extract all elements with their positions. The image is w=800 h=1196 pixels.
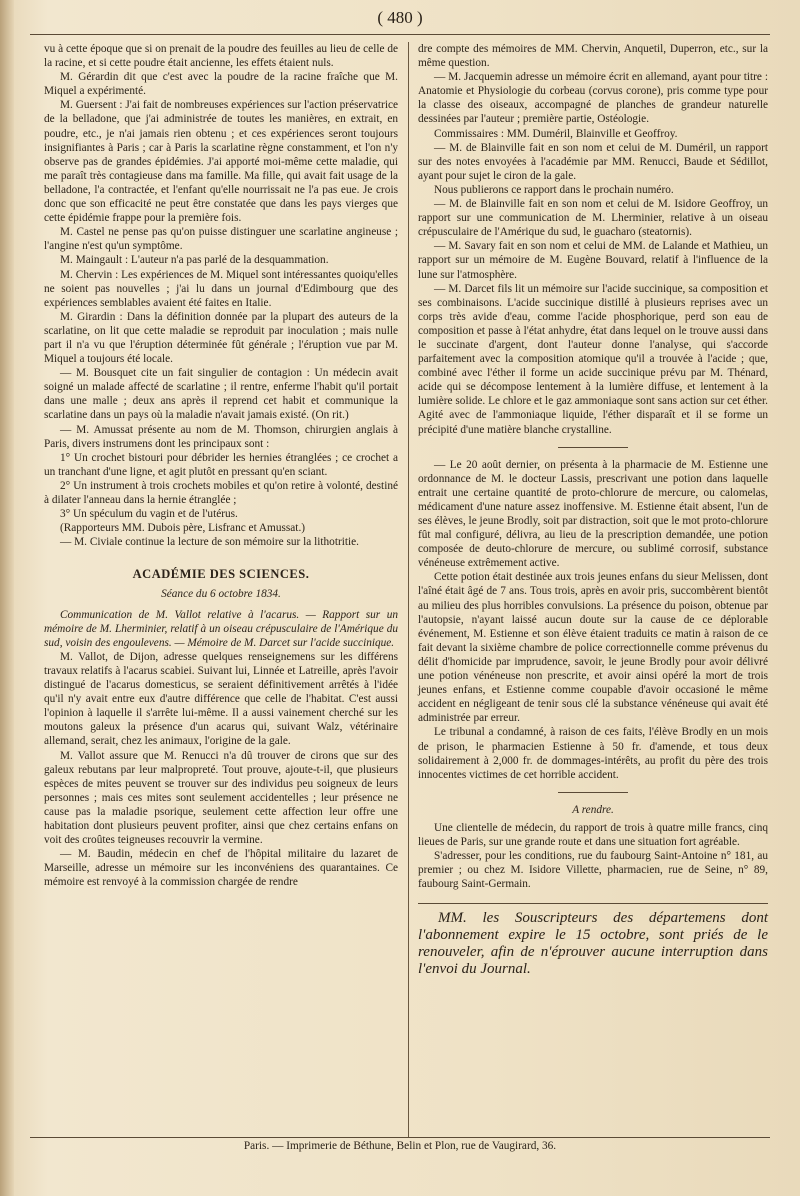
paragraph: Cette potion était destinée aux trois jeunes enfans du sieur Melissen, dont l'aîné était âgé de 7 ans. Tous trois, après en avoir pris, succombèrent bientôt au milieu des plus horribles convulsions. La présence du poison, obtenue par l'autopsie, n'ayant laissé aucun doute sur la cause de ce déplorable événement, M. Estienne et son élève étaient traduits ce matin à raison de ce fait devant la sixième chambre de police correctionnelle comme prévenus du délit d'homicide par imprudence, savoir, le jeune Brodly pour avoir délivré une potion vénéneuse non prescrite, et avoir ainsi opéré la mort de trois jeunes enfans, et Estienne comme coupable d'avoir occasioné le même accident en négligeant de tenir sous clé la substance vénéneuse qui avait été administrée par erreur. [418, 571, 768, 725]
paragraph: Nous publierons ce rapport dans le prochain numéro. [434, 183, 674, 196]
paragraph: dre compte des mémoires de MM. Chervin, Anquetil, Duperron, etc., sur la même question. [418, 43, 768, 70]
column-divider [408, 42, 409, 1137]
paragraph: — M. Jacquemin adresse un mémoire écrit en allemand, ayant pour titre : Anatomie et Physiologie du corbeau (corvus corone), pris comme type pour la classe des oiseaux, accompagné de planches de grandeur naturelle dessinées par l'auteur ; première partie, Ostéologie. [418, 71, 768, 126]
session-summary: Communication de M. Vallot relative à l'acarus. — Rapport sur un mémoire de M. Lherminier, relatif à un oiseau crépusculaire de l'Amérique du sud, voisin des engoulevens. — Mémoire de M. Darcet sur l'acide succinique. [44, 608, 398, 649]
paragraph: vu à cette époque que si on prenait de la poudre des feuilles au lieu de celle de la racine, et si cette poudre était ancienne, les effets étaient nuls. [44, 43, 398, 70]
paragraph: M. Girardin : Dans la définition donnée par la plupart des auteurs de la scarlatine, on lit que cette maladie se reproduit par inoculation ; mais nulle part il n'a vu que l'éruption déterminée fût générale ; l'éruption vue par M. Miquel a toujours été locale. [44, 310, 398, 366]
bottom-rule [30, 1137, 770, 1138]
paragraph: Une clientelle de médecin, du rapport de trois à quatre mille francs, cinq lieues de Paris, sur une grande route et dans une situation fort agréable. [418, 821, 768, 848]
paragraph: — M. Amussat présente au nom de M. Thomson, chirurgien anglais à Paris, divers instrumens dont les principaux sont : [44, 423, 398, 450]
classified-heading: A rendre. [572, 803, 614, 816]
section-separator [558, 447, 628, 448]
paragraph: — M. Darcet fils lit un mémoire sur l'acide succinique, sa composition et ses combinaisons. L'acide succinique distillé à plusieurs reprises avec un corps très avide d'eau, comme l'acide phosphorique, perd son eau de composition et passe à l'état anhydre, état dans lequel on le trouve aussi dans le succinate d'argent, dont l'auteur donne l'analyse, qui s'accorde parfaitement avec la composition atomique qu'il a trouvée à l'acide ; que, combiné avec l'éther il forme un acide succinique prévu par M. Thénard, acide qui se décompose lentement à la lumière diffuse, et lentement à la lumière solide. Le chlore et le gaz ammoniaque sont sans action sur cet éther. Agité avec de l'ammoniaque liquide, l'éther disparaît et il se forme un précipité d'une matière blanche crystalline. [418, 282, 768, 436]
subscriber-notice-text: MM. les Souscripteurs des départemens dont l'abonnement expire le 15 octobre, sont priés de le renouveler, afin de n'éprouver aucune interruption dans l'envoi du Journal. [418, 910, 768, 978]
right-column [418, 42, 768, 978]
paragraph: — M. de Blainville fait en son nom et celui de M. Isidore Geoffroy, un rapport sur une communication de M. Lherminier, relative à un oiseau crépusculaire de l'Amérique du sud, le guacharo (steatornis). [418, 198, 768, 239]
session-date: Séance du 6 octobre 1834. [161, 588, 281, 601]
paragraph: M. Castel ne pense pas qu'on puisse distinguer une scarlatine angineuse ; l'angine n'est qu'un symptôme. [44, 226, 398, 253]
paragraph: Le tribunal a condamné, à raison de ces faits, l'élève Brodly en un mois de prison, le pharmacien Estienne à 50 fr. d'amende, et tous deux solidairement à 2,000 fr. de dommages-intérêts, au profit du père des trois innocentes victimes de cet horrible accident. [418, 726, 768, 781]
binding-edge [0, 0, 14, 1196]
paragraph: M. Maingault : L'auteur n'a pas parlé de la desquammation. [60, 254, 329, 267]
paragraph: — M. Civiale continue la lecture de son mémoire sur la lithotritie. [60, 536, 359, 549]
paragraph: — M. de Blainville fait en son nom et celui de M. Duméril, un rapport sur des notes envoyées à l'académie par MM. Renucci, Baude et Sédillot, ayant pour sujet le ciron de la gale. [418, 141, 768, 182]
paragraph: — M. Savary fait en son nom et celui de MM. de Lalande et Mathieu, un rapport sur un mémoire de M. Eugène Bouvard, relatif à l'influence de la lune sur l'atmosphère. [418, 240, 768, 281]
page-number: ( 480 ) [377, 8, 423, 27]
printer-footer: Paris. — Imprimerie de Béthune, Belin et Plon, rue de Vaugirard, 36. [243, 1140, 557, 1152]
paragraph: M. Guersent : J'ai fait de nombreuses expériences sur l'action préservatrice de la belladone, que j'ai administrée de toutes les manières, en extrait, en poudre, etc., je n'ai jamais rien obtenu ; et ces expériences seront toujours insignifiantes à Paris ; car à Paris la scarlatine règne constamment, et l'on n'y observe pas de grandes épidémies. J'ai apporté moi-même cette maladie, qui me paraît très contagieuse dans ma famille. Ma fille, qui avait fait usage de la belladone, l'a contractée, et l'enfant qu'elle nourrissait ne l'a pas eue. Je crois donc que son efficacité ne peut être constatée que dans les pays vierges que cette épidémie frappe pour la première fois. [44, 99, 398, 225]
top-rule [30, 34, 770, 35]
paragraph: — M. Baudin, médecin en chef de l'hôpital militaire du lazaret de Marseille, adresse un mémoire sur les inconvéniens des quarantaines. Ce mémoire est renvoyé à la commission chargée de rendre [44, 848, 398, 889]
section-separator [558, 792, 628, 793]
paragraph: 3° Un spéculum du vagin et de l'utérus. [60, 508, 238, 521]
subscriber-notice [418, 903, 768, 978]
paragraph: S'adresser, pour les conditions, rue du faubourg Saint-Antoine n° 181, au premier ; ou chez M. Isidore Villette, pharmacien, rue de Seine, n° 89, faubourg Saint-Germain. [418, 850, 768, 891]
paragraph: — Le 20 août dernier, on présenta à la pharmacie de M. Estienne une ordonnance de M. le docteur Lassis, prescrivant une potion dans laquelle entrait une certaine quantité de proto-chlorure de mercure, ou calomelas, médicament d'une nature assez inoffensive. M. Estienne était absent, l'un de ses élèves, le jeune Brodly, soit par distraction, soit que le mot proto-chlorure fût mal configuré, délivra, au lieu de la prescription demandée, une potion composée de deuto-chlorure de mercure, ou sublimé corrosif, substance vénéneuse extrêmement active. [418, 458, 768, 570]
paragraph: M. Vallot assure que M. Renucci n'a dû trouver de cirons que sur des galeux rebutans par leur malpropreté. Tout prouve, ajoute-t-il, que plusieurs espèces de mites peuvent se trouver sur des individus peu soigneux de leurs personnes ; mais ces mites sont seulement accidentelles ; leur présence ne cause pas la maladie psorique, seulement cette affection leur offre une habitation dont plusieurs peuvent profiter, ainsi que chez certains enfans on voit des croûtes teigneuses recouvrir la vermine. [44, 749, 398, 847]
academy-heading: ACADÉMIE DES SCIENCES. [132, 567, 310, 582]
paragraph: M. Vallot, de Dijon, adresse quelques renseignemens sur les différens travaux relatifs à l'acarus scabiei. Suivant lui, Linnée et Latreille, après l'avoir distingué de l'acarus domesticus, se seraient définitivement arrêtés à l'idée qu'il n'y avait entre eux d'autre différence que celle de l'habitat. C'est aussi l'opinion à laquelle il s'arrête lui-même. Il a aussi vainement cherché sur les moutons galeux la présence d'un acarus qui, suivant Walz, vétérinaire allemand, serait, chez les animaux, l'origine de la gale. [44, 650, 398, 748]
paragraph: — M. Bousquet cite un fait singulier de contagion : Un médecin avait soigné un malade affecté de scarlatine ; il rentre, enferme l'habit qu'il portait dans une malle ; deux ans après il reprend cet habit et communique la scarlatine dans un pays où la maladie n'avait jamais existé. (On rit.) [44, 367, 398, 422]
paragraph: M. Chervin : Les expériences de M. Miquel sont intéressantes quoiqu'elles ne soient pas nouvelles ; j'ai lu dans un journal d'Edimbourg que des expériences semblables avaient été faites en Italie. [44, 268, 398, 309]
paragraph: M. Gérardin dit que c'est avec la poudre de la racine fraîche que M. Miquel a expérimenté. [44, 71, 398, 98]
paragraph: 2° Un instrument à trois crochets mobiles et qu'on retire à volonté, destiné à dilater l'anneau dans la hernie étranglée ; [44, 479, 398, 506]
paragraph: (Rapporteurs MM. Dubois père, Lisfranc et Amussat.) [60, 522, 306, 535]
left-column [44, 42, 398, 889]
paragraph: Commissaires : MM. Duméril, Blainville et Geoffroy. [434, 127, 678, 140]
paragraph: 1° Un crochet bistouri pour débrider les hernies étranglées ; ce crochet a un tranchant d'une ligne, et agit plutôt en pressant qu'en sciant. [44, 451, 398, 478]
